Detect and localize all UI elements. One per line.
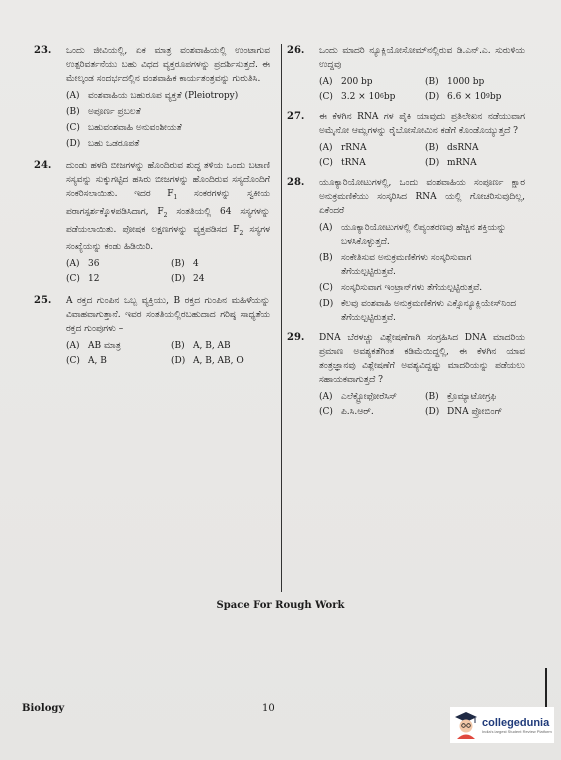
question-stem: ಒಂದು ಮಾದರಿ ನ್ಯೂಕ್ಲಿಯೋಸೋಮ್‌ನಲ್ಲಿರುವ ಡಿ.ಎನ್.ಎ. ಸುರುಳಿಯ ಉದ್ದವು [319, 46, 525, 70]
option-b[interactable]: (B) ಕ್ರೊಮ್ಯಾಟೋಗ್ರಫಿ [425, 392, 497, 402]
option-d[interactable]: (D) 6.6 × 10 9 bp [425, 92, 502, 102]
logo-tagline: India's largest Student Review Platform [482, 728, 552, 734]
page-number: 10 [262, 703, 275, 714]
question-29 [287, 331, 525, 419]
edge-mark [545, 668, 547, 710]
question-23 [34, 44, 270, 151]
question-stem: ಒಂದು ಜೀವಿಯಲ್ಲಿ, ಏಕ ಮಾತ್ರ ವಂಶವಾಹಿಯಲ್ಲಿ ಉಂಟಾಗುವ ಉತ್ಪರಿವರ್ತನೆಯು ಬಹು ವಿಧದ ವ್ಯಕ್ತರೂಪಗಳನ್ನು ಪ್ರದರ್ಶಿಸುತ್ತದೆ. ಈ ಮೇಲ್ಕಂಡ ಸಂದರ್ಭದಲ್ಲಿನ ವಂಶವಾಹಿಕ ಕಾರ್ಯತಂತ್ರವನ್ನು ಗುರುತಿಸಿ. [66, 46, 270, 84]
question-number: 28. [287, 177, 305, 188]
question-stem: A ರಕ್ತದ ಗುಂಪಿನ ಒಬ್ಬ ವ್ಯಕ್ತಿಯು, B ರಕ್ತದ ಗುಂಪಿನ ಮಹಿಳೆಯನ್ನು ವಿವಾಹವಾಗುತ್ತಾನೆ. ಇವರ ಸಂತತಿಯಲ್ಲಿರಬಹುದಾದ ಗರಿಷ್ಠ ಸಾಧ್ಯತೆಯ ರಕ್ತದ ಗುಂಪುಗಳು – [66, 296, 270, 335]
options-grid [66, 339, 270, 368]
option-a[interactable]: (A) ಎಲೆಕ್ಟ್ರೋಫೋರೆಸಿಸ್ [319, 392, 397, 402]
option-c[interactable]: (C) ಪಿ.ಸಿ.ಆರ್. [319, 407, 374, 417]
question-28 [287, 176, 525, 325]
question-stem: DNA ಬೆರಳಚ್ಚು ವಿಶ್ಲೇಷಣೆಗಾಗಿ ಸಂಗ್ರಹಿಸಿದ DNA ಮಾದರಿಯ ಪ್ರಮಾಣ ಅವಶ್ಯಕತೆಗಿಂತ ಕಡಿಮೆಯಿದ್ದಲ್ಲಿ, ಈ ಕೆಳಗಿನ ಯಾವ ತಂತ್ರಜ್ಞಾನವು ವಿಶ್ಲೇಷಣೆಗೆ ಅವಶ್ಯವಿದ್ದಷ್ಟು ಮಾದರಿಯನ್ನು ಪಡೆಯಲು ಸಹಾಯಕವಾಗುತ್ತದೆ ? [319, 333, 525, 385]
question-number: 24. [34, 160, 52, 171]
option-c[interactable]: (C) tRNA [319, 158, 366, 168]
question-25 [34, 294, 270, 368]
options-grid [319, 390, 525, 419]
option-d[interactable]: (D) 24 [171, 274, 205, 285]
option-a[interactable]: (A) ಯೂಕ್ಯಾರಿಯೋಟುಗಳಲ್ಲಿ ಲಿಪ್ಯಂತರಣವು ಹೆಚ್ಚಿನ ಶಕ್ತಿಯನ್ನು ಬಳಸಿಕೊಳ್ಳುತ್ತದೆ. [319, 223, 507, 247]
collegedunia-logo [450, 707, 554, 743]
option-c[interactable]: (C) ಸಂಸ್ಕರಿಸುವಾಗ ಇಂಟ್ರಾನ್‌ಗಳು ತೆಗೆಯಲ್ಪಟ್ಟಿರುತ್ತವೆ. [319, 283, 483, 293]
options-list [319, 221, 525, 325]
question-26 [287, 44, 525, 104]
question-number: 26. [287, 45, 305, 56]
option-d[interactable]: (D) DNA ಪ್ರೋಬಿಂಗ್ [425, 407, 503, 417]
student-mascot-icon [453, 710, 479, 740]
logo-name: collegedunia [482, 716, 550, 729]
option-a[interactable]: (A) 36 [66, 259, 100, 270]
options-grid [319, 75, 525, 104]
option-b[interactable]: (B) 4 [171, 259, 199, 270]
option-c[interactable]: (C) 3.2 × 10 6 bp [319, 92, 396, 102]
option-c[interactable]: (C) A, B [66, 356, 107, 367]
question-number: 25. [34, 295, 52, 307]
option-d[interactable]: (D) ಕೆಲವು ವಂಶವಾಹಿ ಅನುಕ್ರಮಣಿಕೆಗಳು ಎಕ್ಸೊನ್ಯೂಕ್ಲಿಯೇಸ್‌ನಿಂದ ತೆಗೆಯಲ್ಪಟ್ಟಿರುತ್ತವೆ. [319, 299, 517, 323]
option-c[interactable]: (C) 12 [66, 274, 100, 285]
options-grid [66, 257, 270, 286]
options-list [66, 89, 270, 151]
option-a[interactable]: (A) 200 bp [319, 77, 373, 87]
column-divider [281, 44, 282, 592]
option-d[interactable]: (D) A, B, AB, O [171, 356, 244, 367]
question-number: 29. [287, 332, 305, 343]
question-27 [287, 110, 525, 170]
option-a[interactable]: (A) ವಂಶವಾಹಿಯ ಬಹುರೂಪ ವ್ಯಕ್ತತೆ (Pleiotropy) [66, 91, 239, 101]
option-c[interactable]: (C) ಬಹುವಂಶವಾಹಿ ಅನುವಂಶೀಯತೆ [66, 123, 182, 133]
option-a[interactable]: (A) AB ಮಾತ್ರ [66, 341, 121, 352]
right-column [287, 44, 525, 419]
option-d[interactable]: (D) mRNA [425, 158, 477, 168]
question-number: 27. [287, 111, 305, 122]
rough-work-label: Space For Rough Work [216, 600, 345, 611]
option-b[interactable]: (B) dsRNA [425, 143, 479, 153]
options-grid [319, 141, 525, 170]
option-d[interactable]: (D) ಬಹು ಒಡರೂಪತೆ [66, 139, 140, 149]
left-column [34, 44, 270, 368]
question-number: 23. [34, 45, 52, 56]
option-b[interactable]: (B) A, B, AB [171, 341, 231, 352]
option-b[interactable]: (B) ಅಪೂರ್ಣ ಪ್ರಬಲತೆ [66, 107, 141, 117]
question-stem: ದುಂಡು ಹಳದಿ ಬೀಜಗಳನ್ನು ಹೊಂದಿರುವ ಶುದ್ಧ ತಳಿಯ ಒಂದು ಬಟಾಣಿ ಸಸ್ಯವನ್ನು ಸುಕ್ಕುಗಟ್ಟಿದ ಹಸಿರು ಬೀಜಗಳನ್ನು ಹೊಂದಿರುವ ಸಸ್ಯದೊಂದಿಗೆ ಸಂಕರಿಸಲಾಯಿತು. ಇದರ $F_1$ ಸಂಕರಗಳನ್ನು ಸ್ವಕೀಯ ಪರಾಗಸ್ಪರ್ಶಕ್ಕೊಳಪಡಿಸಿದಾಗ, $F_2$ ಸಂತತಿಯಲ್ಲಿ 64 ಸಸ್ಯಗಳನ್ನು ಪಡೆಯಲಾಯಿತು. ಪೋಷಕ ಲಕ್ಷಣಗಳನ್ನು ವ್ಯಕ್ತಪಡಿಸದ $F_2$ ಸಸ್ಯಗಳ ಸಂಖ್ಯೆಯನ್ನು ಕಂಡು ಹಿಡಿಯಿರಿ. [66, 161, 270, 253]
option-b[interactable]: (B) ಸಂಕೇತಿಸುವ ಅನುಕ್ರಮಣಿಕೆಗಳು ಸಂಸ್ಕರಿಸುವಾಗ ತೆಗೆಯಲ್ಪಟ್ಟಿರುತ್ತವೆ. [319, 253, 472, 277]
footer-subject: Biology [22, 703, 65, 714]
question-stem: ಯೂಕ್ಯಾರಿಯೋಟುಗಳಲ್ಲಿ, ಒಂದು ವಂಶವಾಹಿಯ ಸಂಪೂರ್ಣ ಕ್ಷಾರ ಅನುಕ್ರಮಣಿಕೆಯು ಸಂಸ್ಕರಿಸಿದ RNA ಯಲ್ಲಿ ಗೋಚರಿಸುವುದಿಲ್ಲ, ಏಕೆಂದರೆ [319, 178, 525, 216]
question-stem: ಈ ಕೆಳಗಿನ RNA ಗಳ ಪೈಕಿ ಯಾವುದು ಪ್ರತಿಲೇಖನ ನಡೆಯುವಾಗ ಅಮೈನೋ ಆಮ್ಲಗಳನ್ನು ರೈಬೋಸೋಮಿನ ಕಡೆಗೆ ಕೊಂಡೊಯ್ಯುತ್ತದೆ ? [319, 112, 525, 136]
question-24 [34, 159, 270, 286]
option-b[interactable]: (B) 1000 bp [425, 77, 485, 87]
option-a[interactable]: (A) rRNA [319, 143, 367, 153]
